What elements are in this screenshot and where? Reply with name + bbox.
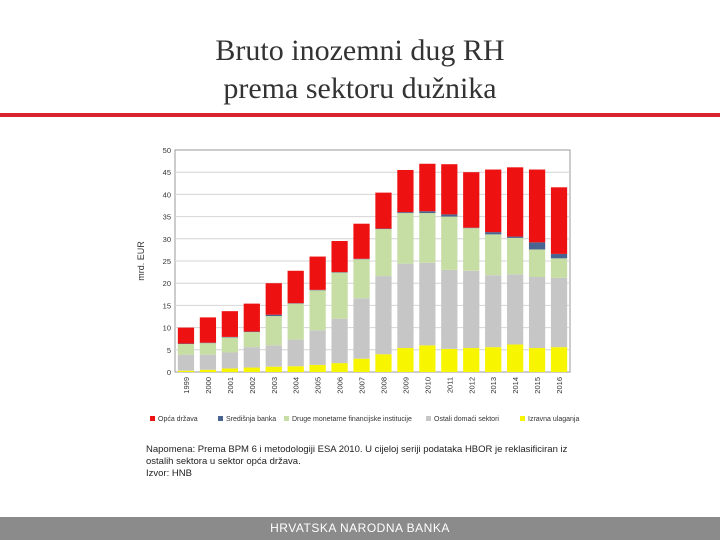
bar-2006-s1 bbox=[331, 319, 347, 363]
bar-1999-s4 bbox=[178, 328, 194, 344]
bar-2015-s0 bbox=[529, 348, 545, 372]
bar-2013-s4 bbox=[485, 170, 501, 233]
y-tick-label-35: 35 bbox=[162, 212, 171, 222]
bar-2011-s3 bbox=[441, 214, 457, 216]
bar-2010-s0 bbox=[419, 345, 435, 372]
legend-swatch-4 bbox=[150, 416, 155, 421]
x-tick-label-2012: 2012 bbox=[467, 377, 477, 394]
bar-2012-s1 bbox=[463, 271, 479, 348]
bar-2012-s0 bbox=[463, 348, 479, 372]
legend-label-1: Ostali domaći sektori bbox=[434, 416, 499, 423]
bar-2004-s0 bbox=[288, 366, 304, 372]
bar-2009-s2 bbox=[397, 213, 413, 264]
note-line-2: ostalih sektora u sektor opća država. bbox=[146, 456, 301, 467]
bar-2009-s3 bbox=[397, 212, 413, 213]
y-tick-label-20: 20 bbox=[162, 279, 171, 289]
bar-2011-s2 bbox=[441, 217, 457, 270]
bar-2003-s4 bbox=[266, 283, 282, 315]
x-tick-label-2010: 2010 bbox=[423, 377, 433, 394]
y-tick-label-45: 45 bbox=[162, 168, 171, 178]
legend-label-0: Izravna ulaganja bbox=[528, 416, 580, 423]
bar-2006-s0 bbox=[331, 363, 347, 372]
bar-2003-s1 bbox=[266, 345, 282, 366]
x-tick-label-2005: 2005 bbox=[313, 377, 323, 394]
bar-2001-s0 bbox=[222, 368, 238, 372]
bar-2007-s2 bbox=[353, 259, 369, 298]
bar-2015-s2 bbox=[529, 249, 545, 277]
legend-label-3: Središnja banka bbox=[226, 416, 277, 423]
bar-2012-s4 bbox=[463, 172, 479, 228]
source-line: Izvor: HNB bbox=[146, 468, 192, 479]
bar-2000-s1 bbox=[200, 355, 216, 370]
title-line-2: prema sektoru dužnika bbox=[223, 72, 497, 105]
bar-2004-s2 bbox=[288, 304, 304, 340]
bar-1999-s1 bbox=[178, 355, 194, 371]
x-tick-label-2002: 2002 bbox=[247, 377, 257, 394]
bar-2002-s0 bbox=[244, 368, 260, 372]
footer-bar bbox=[0, 517, 720, 540]
bar-2014-s1 bbox=[507, 274, 523, 344]
bar-2012-s2 bbox=[463, 228, 479, 271]
x-tick-label-2011: 2011 bbox=[445, 377, 455, 394]
bar-2016-s0 bbox=[551, 347, 567, 372]
bar-2016-s3 bbox=[551, 254, 567, 258]
bar-2001-s2 bbox=[222, 337, 238, 352]
legend-swatch-1 bbox=[426, 416, 431, 421]
bar-2006-s2 bbox=[331, 273, 347, 319]
x-tick-label-2001: 2001 bbox=[225, 377, 235, 394]
bar-2016-s2 bbox=[551, 258, 567, 278]
bar-2011-s1 bbox=[441, 270, 457, 349]
page-title bbox=[0, 32, 720, 108]
bar-2007-s4 bbox=[353, 224, 369, 259]
bar-2002-s4 bbox=[244, 304, 260, 332]
bar-2010-s4 bbox=[419, 164, 435, 212]
footer-label: HRVATSKA NARODNA BANKA bbox=[270, 521, 450, 535]
bar-2003-s2 bbox=[266, 316, 282, 345]
stacked-bar-chart bbox=[130, 142, 590, 432]
bar-2001-s4 bbox=[222, 311, 238, 337]
bar-2009-s1 bbox=[397, 264, 413, 348]
x-tick-label-2000: 2000 bbox=[203, 377, 213, 394]
x-tick-label-2016: 2016 bbox=[555, 377, 565, 394]
x-tick-label-1999: 1999 bbox=[181, 377, 191, 394]
y-axis-label: mrd. EUR bbox=[136, 241, 146, 281]
y-tick-label-25: 25 bbox=[162, 257, 171, 266]
bar-2009-s0 bbox=[397, 348, 413, 372]
x-tick-label-2009: 2009 bbox=[401, 377, 411, 394]
bar-2008-s2 bbox=[375, 229, 391, 276]
x-tick-label-2013: 2013 bbox=[489, 377, 499, 394]
bar-2014-s4 bbox=[507, 167, 523, 236]
bar-2009-s4 bbox=[397, 170, 413, 212]
bar-2015-s1 bbox=[529, 277, 545, 348]
bar-2014-s2 bbox=[507, 238, 523, 274]
bar-2006-s4 bbox=[331, 241, 347, 272]
bar-2005-s4 bbox=[310, 257, 326, 290]
chart-note bbox=[146, 444, 586, 480]
bar-2011-s4 bbox=[441, 164, 457, 214]
bar-1999-s0 bbox=[178, 371, 194, 372]
bar-2014-s3 bbox=[507, 237, 523, 238]
bar-2016-s1 bbox=[551, 278, 567, 347]
legend-swatch-3 bbox=[218, 416, 223, 421]
legend-label-2: Druge monetarne financijske institucije bbox=[292, 416, 412, 423]
legend-swatch-2 bbox=[284, 416, 289, 421]
y-tick-label-5: 5 bbox=[166, 345, 171, 355]
bar-2000-s4 bbox=[200, 317, 216, 342]
y-tick-label-50: 50 bbox=[162, 146, 171, 155]
chart-area bbox=[130, 142, 590, 432]
x-tick-label-2003: 2003 bbox=[269, 377, 279, 394]
legend bbox=[150, 416, 579, 423]
bar-2013-s2 bbox=[485, 234, 501, 275]
bar-2013-s0 bbox=[485, 347, 501, 372]
bar-2008-s0 bbox=[375, 354, 391, 372]
y-tick-label-40: 40 bbox=[162, 190, 171, 200]
x-tick-label-2015: 2015 bbox=[533, 377, 543, 394]
bar-2015-s3 bbox=[529, 242, 545, 249]
bar-2004-s1 bbox=[288, 340, 304, 367]
bar-2011-s0 bbox=[441, 349, 457, 372]
y-tick-label-10: 10 bbox=[162, 323, 171, 333]
bar-2000-s2 bbox=[200, 343, 216, 355]
bar-2005-s1 bbox=[310, 330, 326, 365]
bar-2007-s1 bbox=[353, 298, 369, 358]
bar-2008-s1 bbox=[375, 276, 391, 354]
bar-2000-s0 bbox=[200, 370, 216, 372]
x-tick-label-2006: 2006 bbox=[335, 377, 345, 394]
bar-2008-s4 bbox=[375, 193, 391, 229]
bar-2013-s1 bbox=[485, 275, 501, 347]
bar-2005-s0 bbox=[310, 365, 326, 372]
bar-2007-s0 bbox=[353, 359, 369, 372]
bar-2013-s3 bbox=[485, 232, 501, 234]
bar-2002-s1 bbox=[244, 347, 260, 367]
x-tick-label-2004: 2004 bbox=[291, 377, 301, 394]
bar-2003-s3 bbox=[266, 315, 282, 316]
x-tick-label-2007: 2007 bbox=[357, 377, 367, 394]
x-tick-label-2008: 2008 bbox=[379, 377, 389, 394]
bar-2001-s1 bbox=[222, 352, 238, 368]
bar-2005-s2 bbox=[310, 290, 326, 330]
y-tick-label-15: 15 bbox=[162, 301, 171, 311]
bar-1999-s2 bbox=[178, 344, 194, 355]
x-tick-label-2014: 2014 bbox=[511, 377, 521, 394]
bar-2014-s0 bbox=[507, 344, 523, 372]
bar-2003-s0 bbox=[266, 367, 282, 372]
bar-2015-s4 bbox=[529, 170, 545, 243]
bar-2010-s1 bbox=[419, 263, 435, 346]
bar-2002-s2 bbox=[244, 332, 260, 347]
title-line-1: Bruto inozemni dug RH bbox=[215, 34, 505, 67]
y-tick-label-0: 0 bbox=[166, 368, 171, 377]
legend-swatch-0 bbox=[520, 416, 525, 421]
bar-2004-s4 bbox=[288, 271, 304, 303]
bar-2010-s2 bbox=[419, 213, 435, 263]
note-line-1: Napomena: Prema BPM 6 i metodologiji ESA 2010. U cijeloj seriji podataka HBOR je reklasificiran iz bbox=[146, 444, 568, 455]
y-tick-label-30: 30 bbox=[162, 234, 171, 244]
bar-2010-s3 bbox=[419, 211, 435, 213]
legend-label-4: Opća država bbox=[158, 416, 198, 423]
title-divider bbox=[0, 113, 720, 117]
bar-2016-s4 bbox=[551, 187, 567, 254]
